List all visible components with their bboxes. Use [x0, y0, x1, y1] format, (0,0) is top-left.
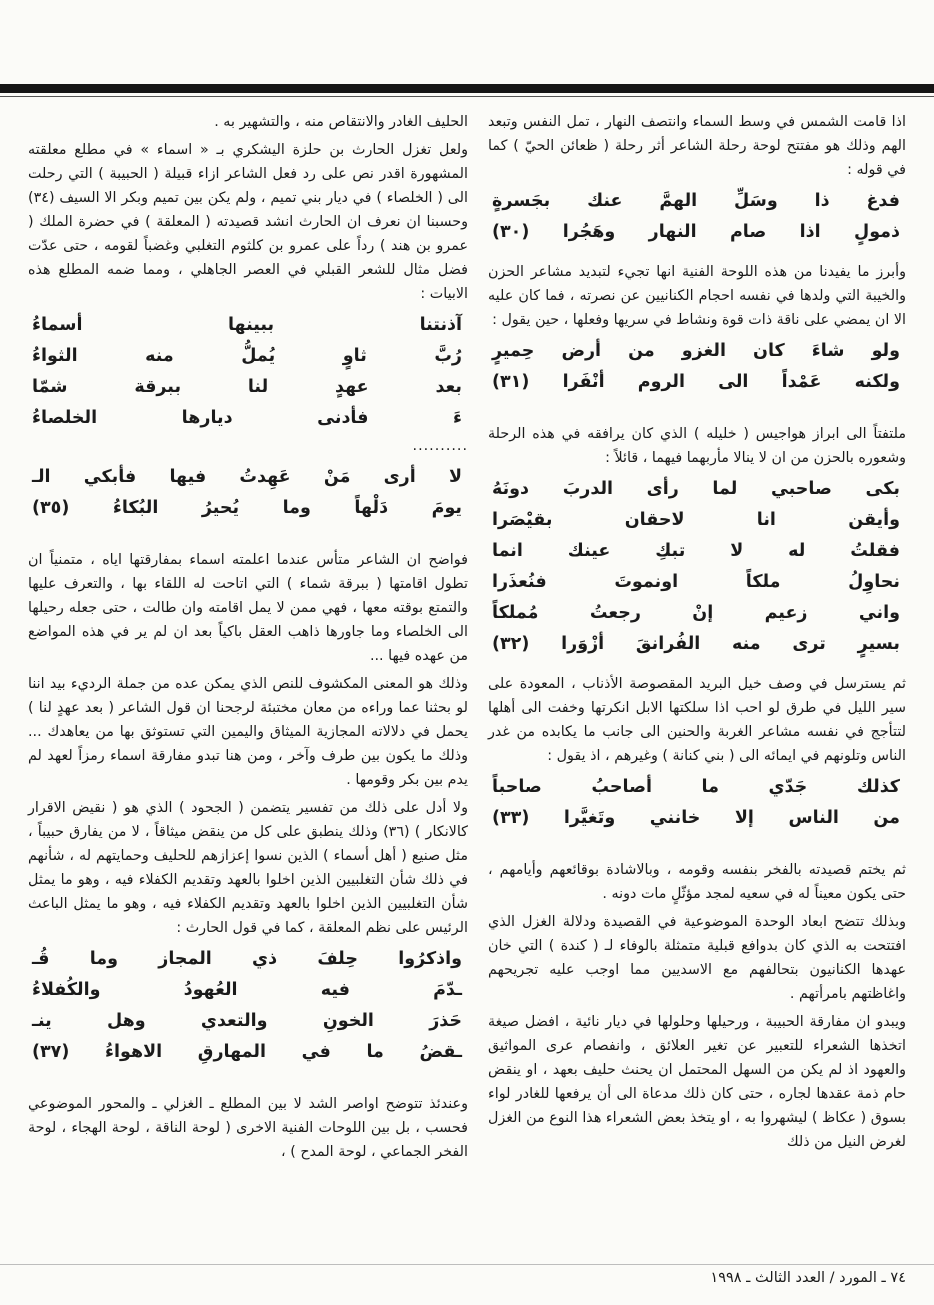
right-column — [488, 110, 906, 1158]
left-column — [28, 110, 468, 1168]
verse-line: فقلتُ له لا تبكِ عينك انما — [492, 541, 900, 561]
verse-line: ـدّمَ فيه العُهودُ والكُفلاءُ — [32, 980, 462, 1000]
spacer — [488, 834, 906, 858]
verse-line: واني زعيم إنْ رجعتُ مُملكاً — [492, 603, 900, 623]
header-rule — [0, 84, 934, 93]
spacer — [488, 398, 906, 422]
paragraph: وبذلك تتضح ابعاد الوحدة الموضوعية في القصيدة ودلالة الغزل الذي افتتحت به الذي كان بدوافع قبلية متمثلة بالوفاء لـ ( كندة ) التي خان عهدها الكنانيون بتحالفهم مع الاسديين مما اوجب عليه تجريحهم واغاظتهم بامرأتهم . — [488, 914, 906, 1002]
paragraph: فواضح ان الشاعر متأس عندما اعلمته اسماء بمفارقتها اياه ، متمنياً ان تطول اقامتها ( ببرقة شماء ) التي اتاحت له اللقاء بها ، والتعرف عليها والتمتع بوقته معها ، فهي ممن لا يمل اقامته وان طالت ، حتى جعله رحيلها الى الخلصاء وما جاورها ذاهب العقل باكياً بعد ان لم ير في هذه المواضع من عهده فيها ... — [28, 552, 468, 664]
verse-line: حَذرَ الخونِ والتعدي وهل ينـ — [32, 1011, 462, 1031]
verse-line: بسيرٍ ترى منه الفُرانقَ أزْوَرا (٣٢) — [492, 634, 900, 654]
spacer — [488, 660, 906, 672]
verse-line: بعد عهدٍ لنا ببرقة شمّا — [32, 377, 462, 397]
paragraph: ولا أدل على ذلك من تفسير يتضمن ( الجحود ) الذي هو ( نقيض الاقرار كالانكار ) (٣٦) وذلك ينطبق على كل من ينقض ميثاقاً ، لا من يفارق حبيباً ، مثل صنيع ( أهل أسماء ) الذين نسوا إعزازهم للحليف وحمايتهم له ، شأنهم في ذلك شأن التغلبيين الذين اخلوا بالعهد وتقديم الكفلاء فيه ، وهو ما يمثل شأن التغلبيين الذين اخلوا بالعهد وتقديم الكفلاء فيه ، وهو ما يمثل الباعث الرئيس على نظم المعلقة ، كما في قول الحارث : — [28, 800, 468, 936]
verse-line: ءَ فأدنى ديارها الخلصاءُ — [32, 408, 462, 428]
spacer — [28, 1068, 468, 1092]
header-rule-thin — [0, 96, 934, 97]
paragraph: وعندئذ تتوضح اواصر الشد لا بين المطلع ـ الغزلي ـ والمحور الموضوعي فحسب ، بل بين اللوحات الفنية الاخرى ( لوحة الناقة ، لوحة الهجاء ، لوحة الفخر الجماعي ، لوحة المدح ) ، — [28, 1096, 468, 1160]
verse-line: يومَ دَلْهاً وما يُحيرُ البُكاءُ (٣٥) — [32, 498, 462, 518]
verse-line: كذلك جَدّي ما أصاحبُ صاحباً — [492, 777, 900, 797]
footer-rule — [0, 1264, 934, 1265]
spacer — [488, 248, 906, 260]
page-footer: ٧٤ ـ المورد / العدد الثالث ـ ١٩٩٨ — [710, 1270, 906, 1286]
verse-line: فدغ ذا وسَلِّ الهمَّ عنك بجَسرةٍ — [492, 191, 900, 211]
spacer — [28, 524, 468, 548]
verse-line: واذكرُوا حِلفَ ذي المجاز وما قُـ — [32, 949, 462, 969]
verse-line: نحاوِلُ ملكاً اونموتَ فنُعذَرا — [492, 572, 900, 592]
verse-line: ـقضُ ما في المهارقِ الاهواءُ (٣٧) — [32, 1042, 462, 1062]
verse-line: آذنتنا ببينها أسماءُ — [32, 315, 462, 335]
verse-line: وأيقن انا لاحقان بقيْصَرا — [492, 510, 900, 530]
paragraph: وأبرز ما يفيدنا من هذه اللوحة الفنية انها تجيء لتبديد مشاعر الحزن والخيبة التي ولدها في نفسه احجام الكنانيين عن نصرته ، فما كان عليه الا ان يمضي على ناقة ذات قوة ونشاط في سريها وفعلها ، حين يقول : — [488, 264, 906, 328]
paragraph: ثم يسترسل في وصف خيل البريد المقصوصة الأذناب ، المعودة على سير الليل في طرق لو احب اذا سلكتها الابل انكرتها وخفت الى أهلها لتتأجج في نفسه مشاعر الغربة والحنين الى جانب ما يكابده من غدر الناس وتلونهم في ايمائه الى ( بني كنانة ) وغيرهم ، اذ يقول : — [488, 676, 906, 764]
paragraph: الحليف الغادر والانتقاص منه ، والتشهير به . — [214, 114, 468, 130]
verse-line: ولكنه عَمْداً الى الروم أنْفَرا (٣١) — [492, 372, 900, 392]
paragraph: ويبدو ان مفارقة الحبيبة ، ورحيلها وحلولها في ديار نائية ، افضل صيغة اتخذها الشعراء للتعبير عن تغير العلائق ، وانفصام عرى المواثيق والعهود اذ لم يكن من السهل المحتمل ان يحنث حليف بعهد ، او ينقض حام ذمة عقدها لجاره ، حتى كان ذلك مدعاة الى أن يرفعها للغادر لواء بسوق ( عكاظ ) ليشهروا به ، او يتخذ بعض الشعراء هذا النوع من الغزل لغرض النيل من ذلك — [488, 1014, 906, 1150]
verse-line: رُبَّ ثاوٍ يُملُّ منه الثواءُ — [32, 346, 462, 366]
verse-line: من الناس إلا خانني وتَغيَّرا (٣٣) — [492, 808, 900, 828]
paragraph: اذا قامت الشمس في وسط السماء وانتصف النهار ، تمل النفس وتبعد الهم وذلك هو مفتتح لوحة رحلة الشاعر أثر رحلة ( ظعائن الحيّ ) كما في قوله : — [488, 114, 906, 178]
verse-line: بكى صاحبي لما رأى الدربَ دونَهُ — [492, 479, 900, 499]
verse-line: ولو شاءَ كان الغزو من أرض حِميرٍ — [492, 341, 900, 361]
paragraph: ولعل تغزل الحارث بن حلزة اليشكري بـ « اسماء » في مطلع معلقته المشهورة اقدر نص على رد فعل الشاعر ازاء قبيلة ( الحبيبة ) التي رحلت الى ( الخلصاء ) في ديار بني تميم ، ولم يكن بين تميم وبكر الا السيف (٣٤) وحسبنا ان نعرف ان الحارث انشد قصيدته ( المعلقة ) في حضرة الملك ( عمرو بن هند ) رداً على عمرو بن كلثوم التغلبي وغضباً لقومه ، حتى عدّت فضل مثال للشعر القبلي في العصر الجاهلي ، ومما ضمه المطلع هذه الابيات : — [28, 142, 468, 302]
paragraph: ثم يختم قصيدته بالفخر بنفسه وقومه ، وبالاشادة بوقائعهم وأيامهم ، حتى يكون معيناً له في سعيه لمجد مؤثّلٍ مات دونه . — [488, 862, 906, 902]
paragraph: ملتفتاً الى ابراز هواجيس ( خليله ) الذي كان يرافقه في هذه الرحلة وشعوره بالحزن من ان لا ينالا مأربهما فيهما ، قائلاً : — [488, 426, 906, 466]
verse-line: لا أرى مَنْ عَهِدتُ فيها فأبكي الـ — [32, 467, 462, 487]
ellipsis: .......... — [412, 438, 468, 454]
paragraph: وذلك هو المعنى المكشوف للنص الذي يمكن عده من جملة الرديء بيد اننا لو بحثنا عما وراءه من معان مختبئة لرجحنا ان قول الشاعر ( بعد عهدٍ لنا ) يحمل في دلالاته المجازية الميثاق واليمين التي تستوثق بها من يعاهدك ... وذلك ما يكون بين طرف وآخر ، ومن هنا تبدو مفارقة اسماء رمزاً لعهد لم يدم بين بكر وقومها . — [28, 676, 468, 788]
verse-line: ذمولٍ اذا صام النهار وهَجُرا (٣٠) — [492, 222, 900, 242]
